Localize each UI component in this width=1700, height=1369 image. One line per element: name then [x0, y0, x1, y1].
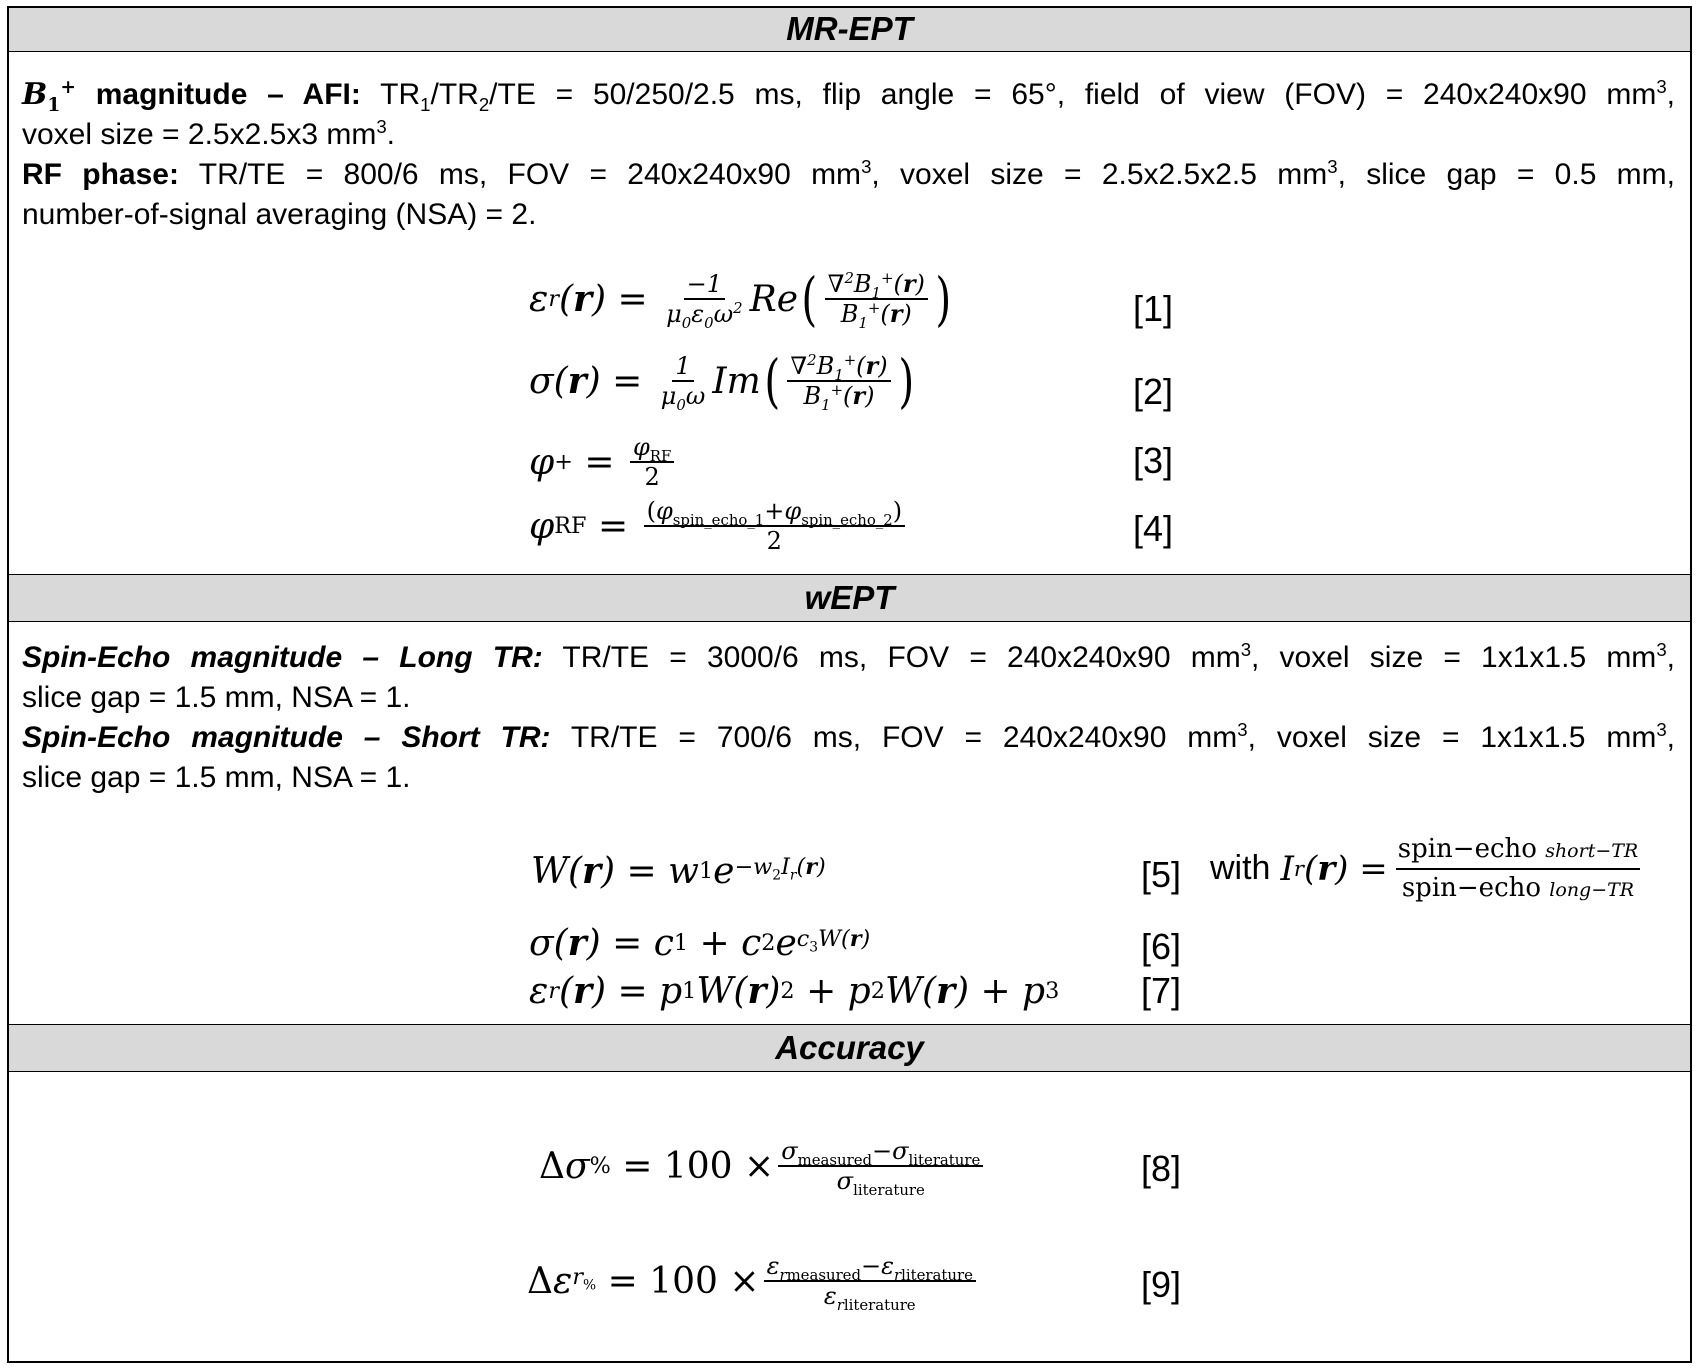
section-header-wept	[9, 574, 1690, 622]
equation-number-8: [8]	[1141, 1148, 1182, 1189]
equation-9: Δ ε $r_{\%}$ = 100 × $\frac{\varepsilon_{rmeasured}-\varepsilon_{rliterature}}{\varepsilon_{rliterature}}$	[527, 1253, 980, 1310]
rf-line-2: number-of-signal averaging (NSA) = 2.	[22, 198, 537, 231]
equation-6: σ( r ) = c 1 + c 2 e $c_3W(r)$	[529, 922, 871, 964]
rf-line-1: RF phase: TR/TE = 800/6 ms, FOV = 240x240x90 $mm^3$, voxel size = 2.5x2.5x2.5 $mm^3$, slice gap = 0.5 mm,	[22, 156, 1676, 191]
equation-2: σ( r ) = $\frac{1}{\mu_0\omega}$ Im ( $\frac{\nabla^2B_1^+(r)}{B_1^+(r)}$ )	[529, 347, 914, 415]
equation-number-1: [1]	[1133, 288, 1174, 329]
equation-8: Δ σ % = 100 × $\frac{\sigma_{measured}-\sigma_{literature}}{\sigma_{literature}}$	[539, 1138, 987, 1195]
equation-7: ε r ( r ) = p 1 W( r ) 2 + p 2 W( r ) + p 3	[529, 970, 1060, 1012]
equation-number-6: [6]	[1141, 926, 1182, 967]
wept-parameters	[22, 638, 1675, 798]
mr-ept-parameters	[22, 75, 1675, 235]
b1-params-1: $TR_1/TR_2/TE = 50/250/2.5$ ms, flip angle = 65°, field of view (FOV) = 240x240x90 $mm^3$,	[380, 76, 1676, 115]
b1-line-2: voxel size = 2.5x2.5x3 $mm^3$.	[22, 116, 396, 151]
equation-number-2: [2]	[1133, 371, 1174, 412]
equations-table	[7, 6, 1692, 1363]
section-header-accuracy	[9, 1024, 1690, 1072]
section-title: Accuracy	[775, 1029, 924, 1066]
equation-number-5: [5]	[1141, 854, 1182, 895]
section-header-mr-ept	[9, 8, 1690, 52]
equation-number-3: [3]	[1133, 440, 1174, 481]
equation-4: φ RF = $\frac{(\varphi_{spin\_echo\_1}+\varphi_{spin\_echo\_2})}{2}$	[529, 498, 909, 555]
short-tr-line-2: slice gap = 1.5 mm, NSA = 1.	[22, 761, 411, 794]
equation-1: ε r ( r ) = $\frac{-1}{\mu_0\varepsilon_0\omega^2}$ Re ( $\frac{\nabla^2B_1^+(r)}{B_1^+(r)}$ )	[529, 265, 952, 333]
with-label: with	[1210, 849, 1271, 887]
long-tr-line-1: Spin-Echo magnitude – Long TR: TR/TE = 3000/6 ms, FOV = 240x240x90 $mm^3$, voxel size = 1x1x1.5 $mm^3$,	[22, 639, 1675, 674]
b1-line-1: $B_1^+$ magnitude – AFI: $TR_1/TR_2/TE = 50/250/2.5$ ms, flip angle = 65°, field of view (FOV) = 240x240x90 $mm^3$,	[22, 76, 1676, 116]
long-tr-line-2: slice gap = 1.5 mm, NSA = 1.	[22, 681, 411, 714]
equation-number-9: [9]	[1141, 1264, 1182, 1305]
intensity-ratio-definition: with I r ( r ) = $\frac{\text{spin−echo short−TR}}{\text{spin−echo long−TR}}$	[1210, 834, 1639, 903]
equation-number-4: [4]	[1133, 508, 1174, 549]
equation-5: W( r ) = w 1 e $-w_2I_r(r)$	[531, 850, 826, 892]
equation-number-7: [7]	[1141, 970, 1182, 1011]
equation-3: φ + = $\frac{\varphi_{RF}}{2}$	[529, 434, 678, 491]
rf-params-1: TR/TE = 800/6 ms, FOV = 240x240x90 $mm^3$, voxel size = 2.5x2.5x2.5 $mm^3$, slice gap = 0.5 mm,	[198, 156, 1676, 191]
section-title: wEPT	[804, 579, 895, 616]
section-title: MR-EPT	[786, 10, 913, 47]
short-tr-line-1: Spin-Echo magnitude – Short TR: TR/TE = 700/6 ms, FOV = 240x240x90 $mm^3$, voxel size = 1x1x1.5 $mm^3$,	[22, 719, 1675, 754]
